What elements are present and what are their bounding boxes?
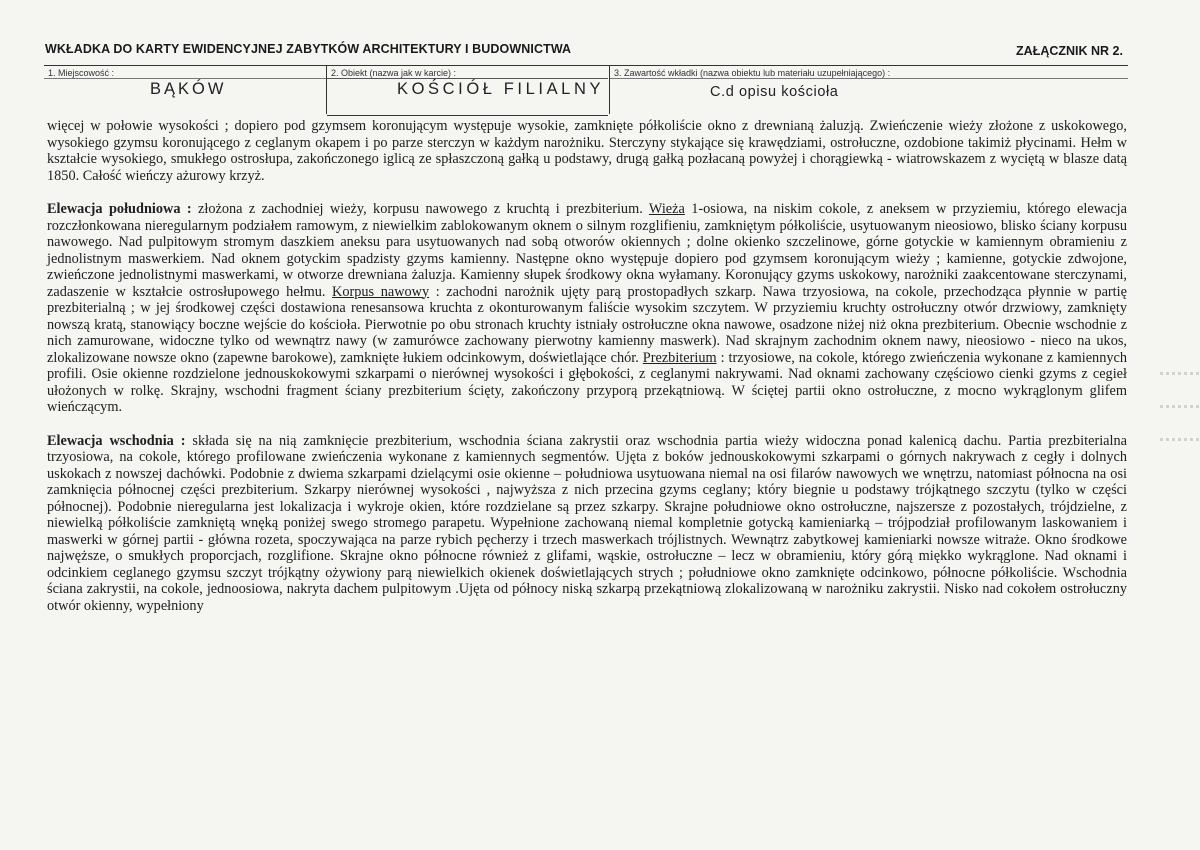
field-content xyxy=(610,66,1128,114)
south-elevation-text-3: : zachodni narożnik ujęty parą prostopadłych szkarp. Nawa trzyosiowa, na cokole, przechodząca płynnie w partię prezbiterialną ; w jej środkowej części dostawiona renesansowa kruchta z okonturowanym faliście wysokim szczytem. W przyziemiu kruchty ostrołuczny otwór drzwiowy, zamknięty nowszą kratą, stanowiący boczne wejście do kościoła. Pierwotnie po obu stronach kruchty istniały ostrołuczne okna nawowe, osadzone niżej niż okna prezbiterium. Obecnie wschodnie z nich zamurowane, widoczne tylko od wewnątrz nawy (w zamurówce zachowany pierwotny kamienny maswerk). Nad skrajnym zachodnim oknem nawy, nieosiowo - nieco na ukos, zlokalizowane nowsze okno (zapewne barokowe), zamknięte łukiem odcinkowym, doświetlające chór. xyxy=(47,283,1127,366)
field-locality-value: BĄKÓW xyxy=(150,80,227,98)
east-elevation-heading: Elewacja wschodnia : xyxy=(47,432,186,449)
tower-subheading: Wieża xyxy=(648,201,685,217)
field-object-label: 2. Obiekt (nazwa jak w karcie) : xyxy=(331,68,457,78)
field-content-label: 3. Zawartość wkładki (nazwa obiektu lub materiału uzupełniającego) : xyxy=(614,68,891,78)
paragraph-south-elevation xyxy=(47,201,1127,416)
field-locality xyxy=(44,66,327,114)
field-content-value: C.d opisu kościoła xyxy=(710,84,839,100)
presbytery-subheading: Prezbiterium xyxy=(642,349,717,366)
paragraph-tower xyxy=(47,118,1127,184)
scan-artifact xyxy=(1160,405,1200,408)
nave-subheading: Korpus nawowy xyxy=(332,283,430,300)
form-fields xyxy=(44,65,1128,114)
south-elevation-text-2: 1-osiowa, na niskim cokole, z aneksem w przyziemiu, którego elewacja rozczłonkowana nieregularnym podziałem ramowym, z niewielkim zablokowanym oknem o silnym rozglifieniu, zamkniętym półkoliście, usytuowanym nieosiowo, blisko ściany korpusu nawowego. Nad pulpitowym stromym daszkiem aneksu para usytuowanych nad sobą otworów okiennych ; dolne okienko szczelinowe, górne gotyckie w kamiennym obramieniu z jednolistnym maswerkiem. Nad oknem gotyckim spadzisty gzyms kamienny. Następne okno występuje dopiero pod gzymsem koronującym wieży ; kamienne, gotyckie zdwojone, zwieńczone jednolistnymi maswerkami, w otworze drewniana żaluzja. Kamienny słupek środkowy okna wyłamany. Koronujący gzyms uskokowy, narożniki zaakcentowane sterczynami, zadaszenie w kształcie ostrosłupowego hełmu. xyxy=(47,201,1128,300)
field-object-value: KOŚCIÓŁ FILIALNY xyxy=(397,80,605,98)
paragraph-tower-text: więcej w połowie wysokości ; dopiero pod gzymsem koronującym występuje wysokie, zamknięte półkoliście okno z drewnianą żaluzją. Zwieńczenie wieży złożone z uskokowego, wysokiego gzymsu koronującego z ceglanym okapem i po parze sterczyn w każdym narożniku. Sterczyny stykające się krawędziami, ostrołuczne, ozdobione takimiż płycinami. Hełm w kształcie wysokiego, smukłego ostrosłupa, zakończonego iglicą ze spłaszczoną gałką u podstawy, drugą gałką pozłacaną powyżej i chorągiewką - wiatrowskazem z wyciętą w blasze datą 1850. Całość wieńczy ażurowy krzyż. xyxy=(47,118,1127,184)
annex-number: ZAŁĄCZNIK NR 2. xyxy=(1016,44,1123,58)
form-title: WKŁADKA DO KARTY EWIDENCYJNEJ ZABYTKÓW ARCHITEKTURY I BUDOWNICTWA xyxy=(45,42,572,56)
south-elevation-heading: Elewacja południowa : xyxy=(47,201,192,217)
field-locality-label: 1. Miejscowość : xyxy=(48,68,115,78)
field-object xyxy=(327,66,610,114)
paragraph-east-elevation xyxy=(47,433,1127,615)
field-content-box xyxy=(610,78,1128,115)
description-body xyxy=(47,118,1127,614)
south-elevation-text-1: złożona z zachodniej wieży, korpusu nawowego z kruchtą i prezbiterium. xyxy=(191,201,649,217)
south-elevation-text-4: : trzyosiowe, na cokole, którego zwieńczenia wykonane z kamiennych profili. Osie okienne rozdzielone jednouskokowymi szkarpami o nierównej wysokości i głębokości, z ceglanymi nakrywami. Nad oknami zachowany częściowo cienki gzyms z cegieł ułożonych w rolkę. Skrajny, wschodni fragment ściany prezbiterium ścięty, zakończony przyporą przekątniową. W ściętej partii okno ostrołuczne, z mocno wykrąglonym glifem wieńczącym. xyxy=(47,349,1127,415)
east-elevation-text: składa się na nią zamknięcie prezbiterium, wschodnia ściana zakrystii oraz wschodnia partia wieży widoczna ponad kalenicą dachu. Partia prezbiterialna trzyosiowa, na cokole, którego profilowane zwieńczenia wykonane z kamiennych segmentów. Ujęta z boków jednouskokowymi szkarpami o górnych nakrywach z cegły i dolnych uskokach z nowszej dachówki. Podobnie z dwiema szkarpami dzielącymi osie okienne – południowa usytuowana niemal na osi filarów nawowych we wnętrzu, natomiast północna na osi zamknięcia północnej części prezbiterium. Szkarpy nierównej wysokości , najwyższa z nich przecina gzyms ceglany; który biegnie u podstawy trójkątnego szczytu (tylko w części północnej). Podobnie nieregularna jest lokalizacja i wykroje okien, które rozdzielane są przez szkarpy. Skrajne południowe okno ostrołuczne, najszersze z pozostałych, trójdzielne, z niewielką półkoliście zamkniętą wnęką poniżej swego stromego parapetu. Wypełnione zachowaną niemal kompletnie gotycką kamieniarką – trójpodział profilowanym laskowaniem i maswerki w górnej partii - główna rozeta, spoczywająca na parze rybich pęcherzy i trzech maswerkach trójlistnych. Wewnątrz zabytkowej kamieniarki nowsze witraże. Okno środkowe najwęższe, o smukłych proporcjach, rozglifione. Skrajne okno północne również z glifami, wąskie, ostrołuczne – lecz w obramieniu, który górą miękko wykrąglone. Nad oknami i odcinkiem ceglanego gzymsu szczyt trójkątny ożywiony parą niewielkich okienek doświetlających strych ; południowe okno zamknięte odcinkowo, północne półkoliście. Wschodnia ściana zakrystii, na cokole, jednoosiowa, nakryta dachem pulpitowym .Ujęta od północy niską szkarpą przekątniową zlokalizowaną w narożniku zakrystii. Nisko nad cokołem ostrołuczny otwór okienny, wypełniony xyxy=(47,432,1127,614)
scan-artifact xyxy=(1160,438,1200,441)
scan-artifact xyxy=(1160,372,1200,375)
